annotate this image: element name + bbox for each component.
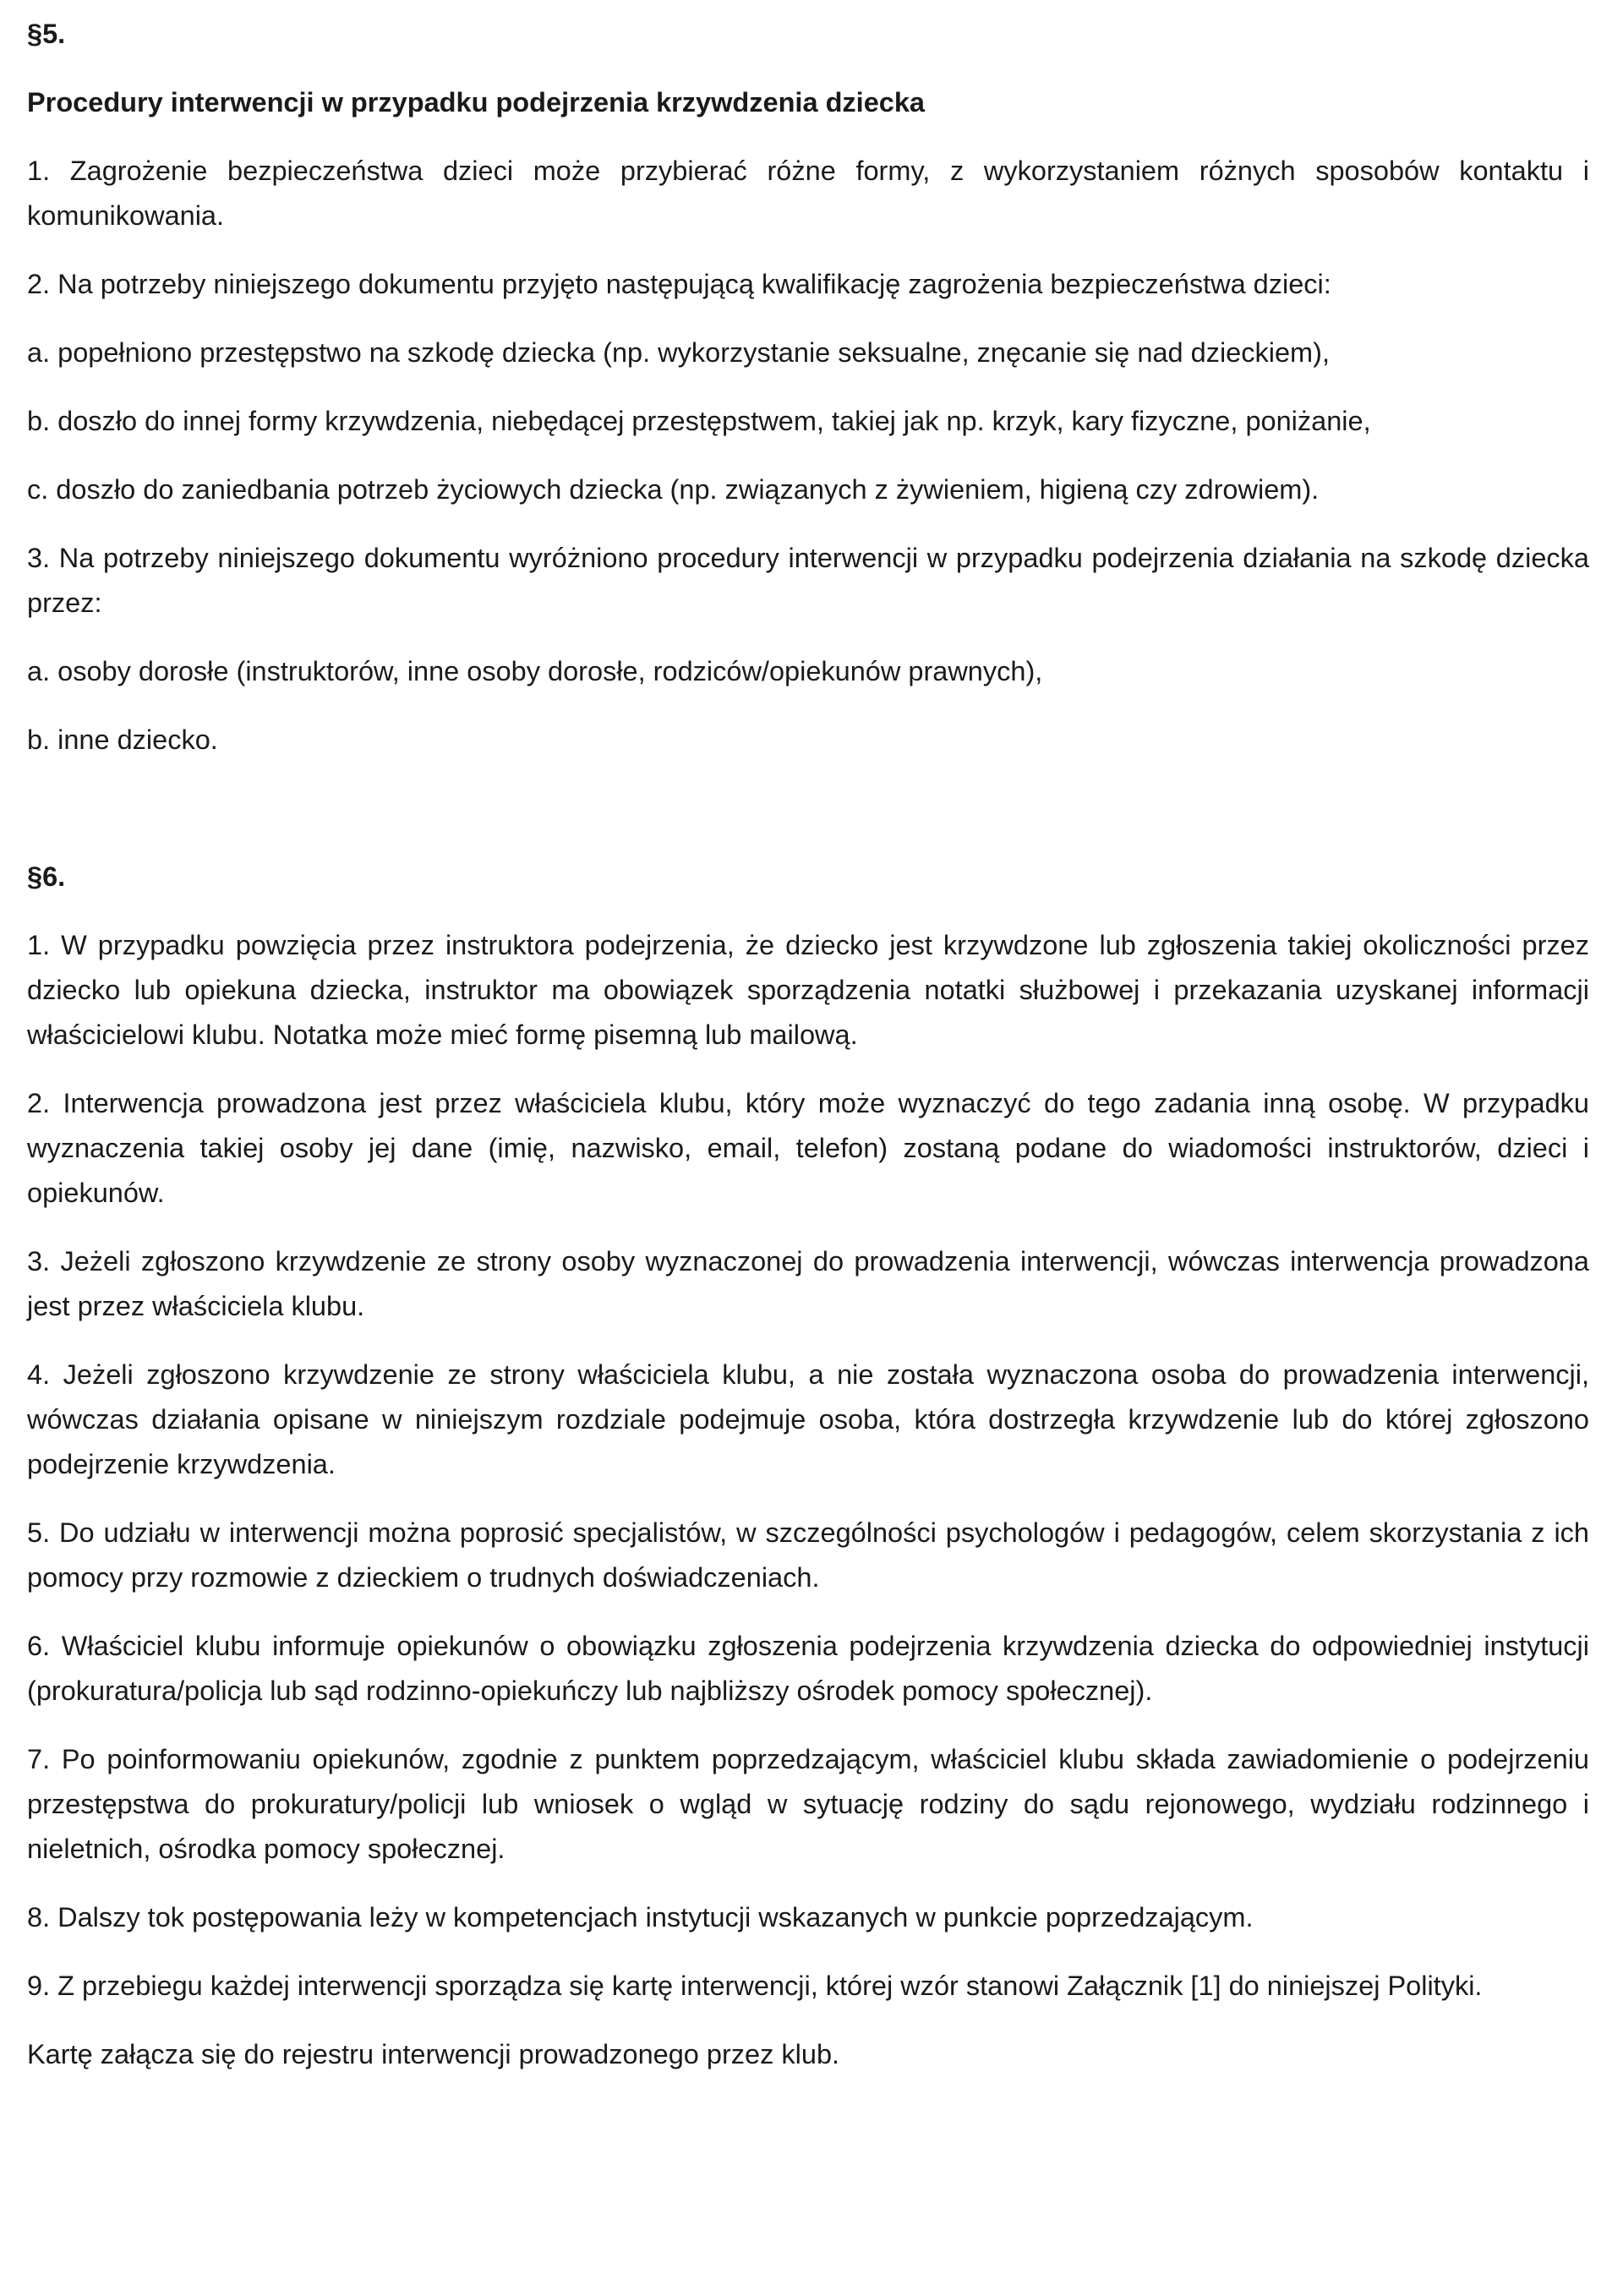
section-5-paragraph: 3. Na potrzeby niniejszego dokumentu wyróżniono procedury interwencji w przypadku podejrzenia działania na szkodę dziecka przez: xyxy=(27,543,1589,618)
section-5-number: §5. xyxy=(27,19,66,49)
section-6-paragraph: 2. Interwencja prowadzona jest przez właściciela klubu, który może wyznaczyć do tego zadania inną osobę. W przypadku wyznaczenia takiej osoby jej dane (imię, nazwisko, email, telefon) zostaną podane do wiadomości instruktorów, dzieci i opiekunów. xyxy=(27,1088,1589,1208)
section-6-paragraph: 6. Właściciel klubu informuje opiekunów o obowiązku zgłoszenia podejrzenia krzywdzenia dziecka do odpowiedniej instytucji (prokuratura/policja lub sąd rodzinno-opiekuńczy lub najbliższy ośrodek pomocy społecznej). xyxy=(27,1631,1589,1706)
section-5-paragraph: c. doszło do zaniedbania potrzeb życiowych dziecka (np. związanych z żywieniem, higieną czy zdrowiem). xyxy=(27,474,1320,505)
section-spacer xyxy=(27,786,1589,855)
section-6-paragraph: 8. Dalszy tok postępowania leży w kompetencjach instytucji wskazanych w punkcie poprzedzającym. xyxy=(27,1902,1254,1932)
document-page xyxy=(27,12,1589,2101)
section-5-paragraph: a. osoby dorosłe (instruktorów, inne osoby dorosłe, rodziców/opiekunów prawnych), xyxy=(27,656,1043,686)
section-5-paragraph: b. doszło do innej formy krzywdzenia, niebędącej przestępstwem, takiej jak np. krzyk, kary fizyczne, poniżanie, xyxy=(27,406,1371,436)
section-5-paragraph: a. popełniono przestępstwo na szkodę dziecka (np. wykorzystanie seksualne, znęcanie się nad dzieckiem), xyxy=(27,337,1330,368)
section-6-number: §6. xyxy=(27,861,66,892)
section-6-paragraph: 3. Jeżeli zgłoszono krzywdzenie ze strony osoby wyznaczonej do prowadzenia interwencji, wówczas interwencja prowadzona jest przez właściciela klubu. xyxy=(27,1246,1589,1321)
section-5-paragraph: 2. Na potrzeby niniejszego dokumentu przyjęto następującą kwalifikację zagrożenia bezpieczeństwa dzieci: xyxy=(27,269,1331,299)
section-6-paragraph: 5. Do udziału w interwencji można poprosić specjalistów, w szczególności psychologów i pedagogów, celem skorzystania z ich pomocy przy rozmowie z dzieckiem o trudnych doświadczeniach. xyxy=(27,1517,1589,1593)
section-6-paragraph: 1. W przypadku powzięcia przez instruktora podejrzenia, że dziecko jest krzywdzone lub zgłoszenia takiej okoliczności przez dziecko lub opiekuna dziecka, instruktor ma obowiązek sporządzenia notatki służbowej i przekazania uzyskanej informacji właścicielowi klubu. Notatka może mieć formę pisemną lub mailową. xyxy=(27,930,1589,1050)
section-6-paragraph: 9. Z przebiegu każdej interwencji sporządza się kartę interwencji, której wzór stanowi Załącznik [1] do niniejszej Polityki. xyxy=(27,1971,1483,2001)
section-5-paragraph: b. inne dziecko. xyxy=(27,724,218,755)
section-5-title: Procedury interwencji w przypadku podejrzenia krzywdzenia dziecka xyxy=(27,87,925,118)
section-5-paragraph: 1. Zagrożenie bezpieczeństwa dzieci może przybierać różne formy, z wykorzystaniem różnych sposobów kontaktu i komunikowania. xyxy=(27,156,1589,231)
section-6-paragraph: Kartę załącza się do rejestru interwencji prowadzonego przez klub. xyxy=(27,2039,840,2069)
section-6-paragraph: 4. Jeżeli zgłoszono krzywdzenie ze strony właściciela klubu, a nie została wyznaczona osoba do prowadzenia interwencji, wówczas działania opisane w niniejszym rozdziale podejmuje osoba, która dostrzegła krzywdzenie lub do której zgłoszono podejrzenie krzywdzenia. xyxy=(27,1359,1589,1479)
section-6-paragraph: 7. Po poinformowaniu opiekunów, zgodnie z punktem poprzedzającym, właściciel klubu składa zawiadomienie o podejrzeniu przestępstwa do prokuratury/policji lub wniosek o wgląd w sytuację rodziny do sądu rejonowego, wydziału rodzinnego i nieletnich, ośrodka pomocy społecznej. xyxy=(27,1744,1589,1864)
